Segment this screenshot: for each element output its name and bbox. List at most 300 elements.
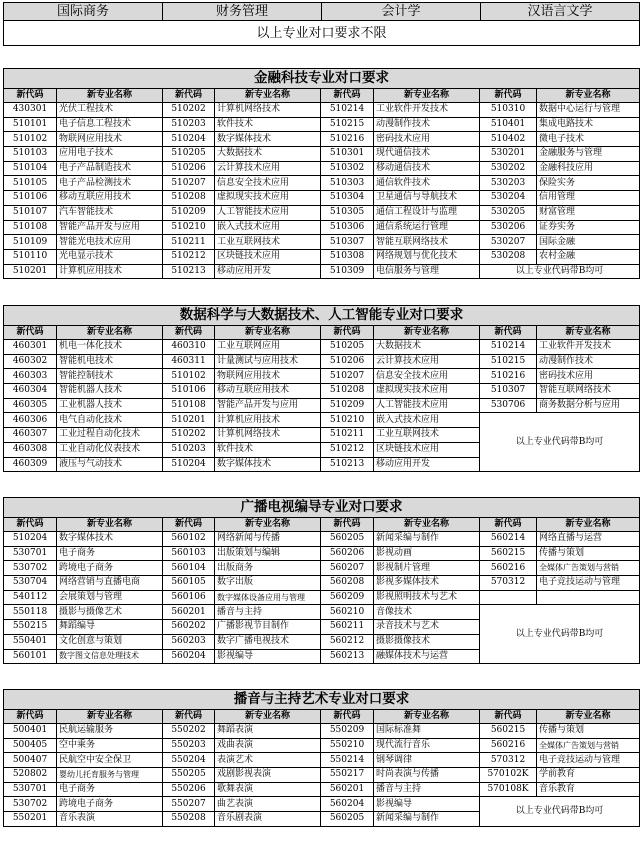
major-name: 舞蹈编导 [57,620,163,635]
major-code: 510108 [4,220,57,235]
major-name: 播音与主持 [374,782,480,797]
table-row [4,235,640,250]
column-header-name: 新专业名称 [57,89,163,103]
column-header-name: 新专业名称 [57,326,163,340]
major-code: 560205 [321,812,374,827]
table-row [4,605,640,620]
table-row [4,546,640,561]
table-row [4,117,640,132]
major-name: 歌舞表演 [215,782,321,797]
major-name: 动漫制作技术 [374,117,480,132]
table-row [4,797,640,812]
column-header-code: 新代码 [480,518,537,532]
major-code: 510104 [4,161,57,176]
major-name: 音乐剧表演 [215,812,321,827]
major-name: 全媒体广告策划与营销 [537,738,640,753]
major-name: 学前教育 [537,768,640,783]
major-code: 460308 [4,442,57,457]
major-code: 460307 [4,428,57,443]
major-name: 计算机网络技术 [215,428,321,443]
column-header-code: 新代码 [321,326,374,340]
major-code: 550207 [163,797,215,812]
column-header-code: 新代码 [163,326,215,340]
major-name: 新闻采编与制作 [374,532,480,547]
major-name: 工业过程自动化技术 [57,428,163,443]
major-name: 通信系统运行管理 [374,220,480,235]
major-name: 时尚表演与传播 [374,768,480,783]
major-name: 移动互联应用技术 [215,384,321,399]
major-code: 570102K [480,768,537,783]
major-name: 移动互联应用技术 [57,191,163,206]
major-code: 510105 [4,176,57,191]
major-code: 530702 [4,561,57,576]
major-code: 510212 [321,442,374,457]
major-name: 计量测试与应用技术 [215,354,321,369]
table-row [4,191,640,206]
major-code: 510210 [163,220,215,235]
major-code: 560201 [163,605,215,620]
major-code: 510301 [321,147,374,162]
column-header-name: 新专业名称 [374,710,480,724]
major-code: 560208 [321,576,374,591]
table-row [4,724,640,739]
major-name: 财富管理 [537,205,640,220]
major-name: 智能互联网络技术 [537,384,640,399]
major-name: 农村金融 [537,249,640,264]
section-title: 数据科学与大数据技术、人工智能专业对口要求 [4,306,640,326]
major-name: 戏曲表演 [215,738,321,753]
major-name: 通信工程设计与监理 [374,205,480,220]
major-name: 数字媒体技术 [215,132,321,147]
major-code: 430301 [4,103,57,118]
column-header-code: 新代码 [4,518,57,532]
major-code: 550217 [321,768,374,783]
major-code: 510309 [321,264,374,279]
table-row [4,103,640,118]
major-code: 570312 [480,576,537,591]
major-name: 卫星通信与导航技术 [374,191,480,206]
major-name: 音乐表演 [57,812,163,827]
table-row [4,249,640,264]
major-name: 大数据技术 [215,147,321,162]
major-name: 信息安全技术应用 [374,369,480,384]
major-name: 工业互联网技术 [215,235,321,250]
major-name: 国际标准舞 [374,724,480,739]
major-name: 工业自动化仪表技术 [57,442,163,457]
column-header-name: 新专业名称 [374,518,480,532]
major-code: 560203 [163,634,215,649]
major-name: 民航空中安全保卫 [57,753,163,768]
major-name: 人工智能技术应用 [215,205,321,220]
major-name: 嵌入式技术应用 [374,413,480,428]
major-code: 520802 [4,768,57,783]
column-header-code: 新代码 [480,710,537,724]
major-code: 510307 [480,384,537,399]
major-code: 550401 [4,634,57,649]
table-row [4,413,640,428]
major-code: 560106 [163,590,215,605]
column-header-code: 新代码 [480,89,537,103]
major-code: 510216 [480,369,537,384]
major-name: 现代流行音乐 [374,738,480,753]
major-code: 560205 [321,532,374,547]
table-row [4,147,640,162]
major-name: 金融科技应用 [537,161,640,176]
major-name: 物联网应用技术 [215,369,321,384]
major-name: 密码技术应用 [537,369,640,384]
major-code: 550214 [321,753,374,768]
major-code: 460309 [4,457,57,472]
major-name: 云计算技术应用 [374,354,480,369]
major-code: 510107 [4,205,57,220]
major-name: 计算机应用技术 [215,413,321,428]
major-name [537,590,640,605]
table-row [4,132,640,147]
column-header-code: 新代码 [4,326,57,340]
major-code: 510209 [163,205,215,220]
column-header-code: 新代码 [321,518,374,532]
major-name: 民航运输服务 [57,724,163,739]
major-name: 电子竞技运动与管理 [537,753,640,768]
major-name: 数字媒体设备应用与管理 [215,590,321,605]
major-name: 信息安全技术应用 [215,176,321,191]
major-name: 数字广播电视技术 [215,634,321,649]
major-name: 工业机器人技术 [57,398,163,413]
major-name: 智能机电技术 [57,354,163,369]
major-code: 570312 [480,753,537,768]
major-name: 融媒体技术与运营 [374,649,480,664]
major-name: 移动应用开发 [215,264,321,279]
section-table [3,689,640,827]
major-code: 510304 [321,191,374,206]
major-code: 510203 [163,442,215,457]
section-title: 金融科技专业对口要求 [4,69,640,89]
major-code: 540112 [4,590,57,605]
major-name: 电子商务 [57,546,163,561]
major-code: 560215 [480,546,537,561]
code-note: 以上专业代码带B均可 [480,605,640,664]
major-name: 出版商务 [215,561,321,576]
major-code: 560206 [321,546,374,561]
code-note: 以上专业代码带B均可 [480,413,640,472]
column-header-name: 新专业名称 [57,710,163,724]
major-code: 510305 [321,205,374,220]
major-code: 510308 [321,249,374,264]
table-row [4,264,640,279]
major-name: 电子产品检测技术 [57,176,163,191]
column-header-name: 新专业名称 [374,326,480,340]
major-name: 数字图文信息处理技术 [57,649,163,664]
major-name: 微电子技术 [537,132,640,147]
major-name: 电子产品制造技术 [57,161,163,176]
major-code: 510207 [163,176,215,191]
major-code: 510215 [321,117,374,132]
major-name: 传播与策划 [537,546,640,561]
major-name: 人工智能技术应用 [374,398,480,413]
major-code: 510108 [163,398,215,413]
column-header-name: 新专业名称 [215,89,321,103]
major-code: 510307 [321,235,374,250]
table-row [4,384,640,399]
major-name: 网络营销与直播电商 [57,576,163,591]
major-code: 530706 [480,398,537,413]
table-row [4,782,640,797]
major-name: 电子商务 [57,782,163,797]
major-code: 510106 [163,384,215,399]
column-header-name: 新专业名称 [215,518,321,532]
major-code: 510201 [163,413,215,428]
column-header-code: 新代码 [163,518,215,532]
top-major-header: 国际商务 [4,3,163,21]
major-name: 电气自动化技术 [57,413,163,428]
major-name: 智能产品开发与应用 [57,220,163,235]
major-code: 510110 [4,249,57,264]
column-header-name: 新专业名称 [215,326,321,340]
major-code: 510203 [163,117,215,132]
major-code: 560213 [321,649,374,664]
column-header-name: 新专业名称 [537,326,640,340]
major-code: 510208 [321,384,374,399]
major-name: 工业互联网技术 [374,428,480,443]
major-code: 510306 [321,220,374,235]
top-major-header: 财务管理 [163,3,322,21]
major-name: 移动通信技术 [374,161,480,176]
major-name: 光电显示技术 [57,249,163,264]
column-header-code: 新代码 [163,89,215,103]
major-code: 510208 [163,191,215,206]
major-code: 500407 [4,753,57,768]
major-code: 510202 [163,103,215,118]
major-name: 播音与主持 [215,605,321,620]
major-code: 510201 [4,264,57,279]
major-name: 工业互联网应用 [215,340,321,355]
column-header-code: 新代码 [4,89,57,103]
major-name: 网络规划与优化技术 [374,249,480,264]
table-row [4,369,640,384]
major-name: 钢琴调律 [374,753,480,768]
major-name: 大数据技术 [374,340,480,355]
major-code: 460310 [163,340,215,355]
major-code: 510211 [163,235,215,250]
major-name: 文化创意与策划 [57,634,163,649]
major-code: 510106 [4,191,57,206]
major-code: 510215 [480,354,537,369]
major-code: 460304 [4,384,57,399]
major-name: 工业软件开发技术 [374,103,480,118]
major-name: 空中乘务 [57,738,163,753]
major-name: 摄影与摄像艺术 [57,605,163,620]
major-code: 510213 [321,457,374,472]
major-code: 560101 [4,649,57,664]
major-name: 摄影摄像技术 [374,634,480,649]
major-code: 550205 [163,768,215,783]
major-code: 510103 [4,147,57,162]
major-code: 530206 [480,220,537,235]
major-code: 510102 [4,132,57,147]
major-code: 550118 [4,605,57,620]
major-name: 广播影视节目制作 [215,620,321,635]
major-name: 工业软件开发技术 [537,340,640,355]
major-code: 530204 [480,191,537,206]
section-title: 广播电视编导专业对口要求 [4,498,640,518]
major-code: 510216 [321,132,374,147]
major-code: 530702 [4,797,57,812]
major-code: 560211 [321,620,374,635]
major-name: 舞蹈表演 [215,724,321,739]
table-row [4,532,640,547]
major-name: 区块链技术应用 [374,442,480,457]
major-code: 500405 [4,738,57,753]
column-header-name: 新专业名称 [537,89,640,103]
section-title: 播音与主持艺术专业对口要求 [4,690,640,710]
major-code: 560216 [480,561,537,576]
major-name: 保险实务 [537,176,640,191]
major-code: 510205 [321,340,374,355]
major-name: 应用电子技术 [57,147,163,162]
major-name: 音像技术 [374,605,480,620]
major-name: 计算机网络技术 [215,103,321,118]
column-header-name: 新专业名称 [537,518,640,532]
major-name: 会展策划与管理 [57,590,163,605]
major-name: 表演艺术 [215,753,321,768]
major-name: 影视动画 [374,546,480,561]
column-header-name: 新专业名称 [537,710,640,724]
major-code: 510206 [321,354,374,369]
major-name: 影视编导 [215,649,321,664]
major-code: 500401 [4,724,57,739]
major-name: 智能产品开发与应用 [215,398,321,413]
major-code: 530207 [480,235,537,250]
major-code: 510205 [163,147,215,162]
major-code: 530704 [4,576,57,591]
major-code: 560212 [321,634,374,649]
major-name: 智能控制技术 [57,369,163,384]
major-code: 560204 [321,797,374,812]
table-row [4,220,640,235]
major-name: 智能互联网络技术 [374,235,480,250]
major-name: 金融服务与管理 [537,147,640,162]
major-name: 汽车智能技术 [57,205,163,220]
major-name: 数字出版 [215,576,321,591]
major-code: 510303 [321,176,374,191]
major-code: 560215 [480,724,537,739]
major-code: 560207 [321,561,374,576]
section-table [3,497,640,664]
major-code: 530202 [480,161,537,176]
major-code: 510401 [480,117,537,132]
major-code: 530203 [480,176,537,191]
major-code: 560201 [321,782,374,797]
major-code: 530701 [4,546,57,561]
major-code: 530205 [480,205,537,220]
major-code: 460305 [4,398,57,413]
major-name: 新闻采编与制作 [374,812,480,827]
major-code: 560102 [163,532,215,547]
major-code: 510310 [480,103,537,118]
major-name: 云计算技术应用 [215,161,321,176]
major-code: 550215 [4,620,57,635]
major-code: 560216 [480,738,537,753]
major-code: 460302 [4,354,57,369]
major-code: 510109 [4,235,57,250]
column-header-code: 新代码 [321,89,374,103]
major-code: 510402 [480,132,537,147]
major-code: 510210 [321,413,374,428]
major-code: 510206 [163,161,215,176]
major-name: 音乐教育 [537,782,640,797]
major-name: 嵌入式技术应用 [215,220,321,235]
major-code: 560214 [480,532,537,547]
major-code: 460306 [4,413,57,428]
major-name: 软件技术 [215,117,321,132]
major-code: 510209 [321,398,374,413]
table-row [4,176,640,191]
column-header-name: 新专业名称 [215,710,321,724]
table-row [4,768,640,783]
column-header-name: 新专业名称 [374,89,480,103]
major-name: 跨境电子商务 [57,797,163,812]
major-code: 510204 [163,457,215,472]
table-row [4,590,640,605]
major-code: 550210 [321,738,374,753]
column-header-code: 新代码 [321,710,374,724]
major-name: 物联网应用技术 [57,132,163,147]
major-name: 全媒体广告策划与营销 [537,561,640,576]
major-code: 530208 [480,249,537,264]
table-row [4,576,640,591]
major-code: 510212 [163,249,215,264]
major-name: 智能机器人技术 [57,384,163,399]
major-code: 550203 [163,738,215,753]
code-note: 以上专业代码带B均可 [480,264,640,279]
column-header-code: 新代码 [4,710,57,724]
major-name: 数字媒体技术 [57,532,163,547]
column-header-name: 新专业名称 [57,518,163,532]
major-name: 出版策划与编辑 [215,546,321,561]
major-code: 510202 [163,428,215,443]
major-code: 460311 [163,354,215,369]
table-row [4,561,640,576]
table-row [4,205,640,220]
major-name: 光伏工程技术 [57,103,163,118]
major-name: 网络新闻与传播 [215,532,321,547]
top-note: 以上专业对口要求不限 [4,21,640,46]
major-name: 现代通信技术 [374,147,480,162]
major-name: 商务数据分析与应用 [537,398,640,413]
major-name: 信用管理 [537,191,640,206]
top-major-header: 汉语言文学 [481,3,640,21]
major-code: 530201 [480,147,537,162]
column-header-code: 新代码 [163,710,215,724]
major-name: 通信软件技术 [374,176,480,191]
major-code [480,590,537,605]
major-name: 软件技术 [215,442,321,457]
major-code: 550206 [163,782,215,797]
major-name: 戏剧影视表演 [215,768,321,783]
column-header-code: 新代码 [480,326,537,340]
major-code: 460301 [4,340,57,355]
major-name: 影视编导 [374,797,480,812]
major-code: 510214 [480,340,537,355]
table-row [4,161,640,176]
table-row [4,753,640,768]
major-code: 510204 [163,132,215,147]
major-name: 国际金融 [537,235,640,250]
major-name: 网络直播与运营 [537,532,640,547]
major-code: 510214 [321,103,374,118]
major-name: 影视照明技术与艺术 [374,590,480,605]
major-name: 影视制片管理 [374,561,480,576]
